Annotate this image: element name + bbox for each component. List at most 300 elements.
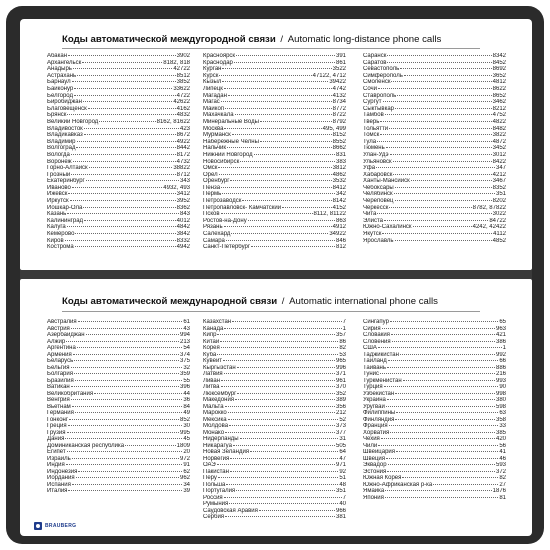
dialing-code: 3812	[332, 165, 346, 172]
dot-leader	[384, 220, 488, 221]
dialing-code: 846	[335, 237, 346, 244]
dialing-code: 8792	[332, 118, 346, 125]
dot-leader	[221, 347, 339, 348]
dot-leader	[229, 425, 335, 426]
location-name: Йошкар-Ола	[47, 204, 83, 211]
location-name: Пакистан	[203, 468, 229, 475]
dialing-code: 216	[495, 371, 506, 377]
location-name: Испания	[47, 481, 71, 488]
dialing-code: 963	[495, 325, 506, 332]
dialing-code: 4212	[492, 171, 506, 178]
location-name: Кемерово	[47, 231, 75, 238]
location-name: Самара	[203, 237, 225, 244]
dot-leader	[89, 167, 173, 168]
code-row	[203, 244, 346, 251]
dialing-code: 8622	[492, 85, 506, 92]
code-row	[363, 172, 506, 179]
dialing-code: 8772	[332, 105, 346, 112]
dialing-code: 3952	[176, 198, 190, 205]
dot-leader	[221, 380, 335, 381]
code-row	[203, 112, 346, 119]
dot-leader	[390, 432, 495, 433]
dot-leader	[394, 193, 495, 194]
code-row	[47, 244, 190, 251]
code-row	[363, 139, 506, 146]
location-name: Саранск	[363, 53, 387, 59]
dialing-code: 47122, 4712	[312, 72, 346, 79]
dot-leader	[237, 367, 335, 368]
dialing-code: 54	[183, 345, 190, 351]
location-name: Южно-Африканская р-ка	[363, 481, 433, 488]
dot-leader	[71, 367, 183, 368]
dialing-code: 38822	[173, 165, 190, 172]
dot-leader	[235, 399, 335, 400]
dialing-code: 8442	[176, 145, 190, 152]
code-row	[47, 126, 190, 133]
dialing-code: 86	[339, 338, 346, 345]
location-name: Калининград	[47, 217, 84, 224]
location-name: Таиланд	[363, 358, 387, 364]
location-name: Севастополь	[363, 66, 400, 73]
dot-leader	[380, 121, 491, 122]
location-name: Барнаул	[47, 79, 71, 86]
location-name: Минеральные Воды	[203, 118, 259, 125]
location-name: Сыктывкар	[363, 105, 395, 112]
dot-leader	[76, 147, 175, 148]
dot-leader	[219, 174, 332, 175]
location-name: Абакан	[47, 53, 68, 59]
code-row	[363, 79, 506, 86]
dialing-code: 971	[335, 462, 346, 468]
dot-leader	[66, 464, 183, 465]
location-name: Казань	[47, 211, 67, 218]
dialing-code: 389	[335, 397, 346, 403]
brand-logo-text: BRAUBERG	[45, 522, 77, 529]
dialing-code: 351	[495, 191, 506, 198]
dot-leader	[67, 226, 176, 227]
dot-leader	[217, 464, 335, 465]
dot-leader	[224, 497, 342, 498]
dialing-code: 342	[335, 191, 346, 198]
dialing-code: 33622	[173, 85, 190, 92]
location-name: Нижний Новгород	[203, 151, 253, 158]
location-name: Архангельск	[47, 59, 82, 66]
code-row	[203, 165, 346, 172]
location-name: Тамбов	[363, 112, 384, 119]
code-row	[363, 238, 506, 245]
location-name: Горно-Алтайск	[47, 165, 88, 172]
dot-leader	[235, 114, 332, 115]
dialing-code: 992	[495, 351, 506, 358]
dialing-code: 961	[335, 377, 346, 384]
code-row	[203, 119, 346, 126]
location-name: Никарагуа	[203, 442, 232, 449]
dot-leader	[74, 95, 176, 96]
dot-leader	[76, 477, 179, 478]
dot-leader	[82, 62, 162, 63]
code-row	[47, 205, 190, 212]
dialing-code: 91	[183, 462, 190, 468]
location-name: Казахстан	[203, 319, 232, 325]
international-column-3	[363, 319, 506, 501]
location-name: Грозный	[47, 171, 71, 178]
code-row	[47, 86, 190, 93]
dialing-code: 49	[183, 410, 190, 416]
code-row	[47, 73, 190, 80]
location-name: Нальчик	[203, 145, 226, 152]
dot-leader	[78, 471, 182, 472]
dot-leader	[84, 128, 179, 129]
code-row	[363, 495, 506, 502]
dialing-code: 8452	[492, 59, 506, 66]
code-row	[203, 99, 346, 106]
dot-leader	[397, 95, 491, 96]
location-name: Пенза	[203, 184, 221, 191]
code-row	[203, 218, 346, 225]
location-name: ОАЭ	[203, 462, 216, 468]
dialing-code: 62	[183, 468, 190, 475]
location-name: Мексика	[203, 416, 227, 423]
dot-leader	[83, 101, 172, 102]
dialing-code: 374	[179, 351, 190, 358]
location-name: Воронеж	[47, 158, 72, 165]
location-name: Томск	[363, 132, 380, 139]
location-name: Улан-Удэ	[363, 151, 389, 158]
dialing-code: 90	[499, 384, 506, 390]
dot-leader	[67, 213, 179, 214]
location-name: Чили	[363, 442, 378, 449]
dialing-code: 30	[183, 423, 190, 429]
location-name: Майкоп	[203, 105, 225, 112]
location-name: Саудовская Аравия	[203, 507, 258, 514]
dialing-code: 82	[339, 345, 346, 351]
location-name: Сочи	[363, 85, 378, 92]
dot-leader	[380, 373, 495, 374]
dot-leader	[72, 484, 183, 485]
dot-leader	[220, 341, 338, 342]
dialing-code: 420	[495, 436, 506, 442]
dot-leader	[232, 321, 342, 322]
dialing-code: 34	[183, 481, 190, 488]
dot-leader	[385, 114, 492, 115]
dot-leader	[72, 458, 179, 459]
dialing-code: 8212	[492, 105, 506, 112]
location-name: Симферополь	[363, 72, 403, 79]
dot-leader	[225, 108, 332, 109]
dot-leader	[230, 458, 338, 459]
dot-leader	[217, 334, 335, 335]
dot-leader	[77, 347, 183, 348]
dot-leader	[385, 490, 491, 491]
location-name: Петрозаводск	[203, 198, 242, 205]
international-column-2	[203, 319, 346, 521]
dot-leader	[72, 81, 176, 82]
location-name: Череповец	[363, 198, 394, 205]
dialing-code: 386	[495, 338, 506, 345]
dialing-code: 598	[495, 403, 506, 410]
code-row	[363, 126, 506, 133]
code-row	[47, 60, 190, 67]
dot-leader	[251, 246, 335, 247]
location-name: Дания	[47, 436, 65, 442]
dot-leader	[72, 187, 162, 188]
dot-leader	[94, 393, 182, 394]
location-name: Ямайка	[363, 488, 385, 494]
dialing-code: 63	[499, 410, 506, 416]
dot-leader	[86, 334, 179, 335]
dot-leader	[383, 101, 492, 102]
dot-leader	[400, 354, 495, 355]
location-name: Беларусь	[47, 358, 74, 364]
dot-leader	[391, 81, 491, 82]
dot-leader	[260, 121, 332, 122]
code-row	[47, 238, 190, 245]
location-name: Кыргызстан	[203, 364, 236, 371]
code-row	[47, 93, 190, 100]
code-row	[363, 60, 506, 67]
code-row	[203, 178, 346, 185]
dialing-code: 20	[183, 449, 190, 455]
dot-leader	[388, 360, 499, 361]
location-name: Пермь	[203, 191, 222, 198]
dot-leader	[395, 108, 492, 109]
dialing-code: 4862	[332, 171, 346, 178]
location-name: Молдова	[203, 423, 229, 429]
dialing-code: 347	[495, 165, 506, 172]
location-name: Чита	[363, 211, 377, 218]
dialing-code: 27	[499, 481, 506, 488]
dot-leader	[402, 477, 498, 478]
dialing-code: 423	[179, 125, 190, 132]
location-name: Элиста	[363, 217, 383, 224]
location-name: Чехия	[363, 436, 380, 442]
dialing-code: 972	[179, 455, 190, 462]
dot-leader	[218, 167, 331, 168]
dialing-code: 358	[495, 416, 506, 423]
location-name: Красноярск	[203, 53, 236, 59]
dialing-code: 8512	[176, 72, 190, 79]
location-name: Саратов	[363, 59, 387, 66]
dialing-code: 852	[179, 416, 190, 423]
code-row	[47, 139, 190, 146]
location-name: Курск	[203, 72, 219, 79]
dot-leader	[390, 321, 498, 322]
dialing-code: 421	[495, 332, 506, 338]
dot-leader	[385, 497, 498, 498]
dialing-code: 385	[495, 429, 506, 436]
location-name: Аргентина	[47, 345, 76, 351]
dot-leader	[403, 380, 495, 381]
location-name: Доминиканская республика	[47, 442, 125, 449]
location-name: Хабаровск	[363, 171, 393, 178]
location-name: Марокко	[203, 410, 227, 416]
location-name: Болгария	[47, 371, 73, 377]
dialing-code: 357	[335, 332, 346, 338]
location-name: Уругвай	[363, 403, 385, 410]
dialing-code: 4912	[332, 224, 346, 231]
location-name: Москва	[203, 125, 224, 132]
code-row	[47, 112, 190, 119]
dialing-code: 1876	[492, 488, 506, 494]
location-name: Краснодар	[203, 59, 233, 66]
dialing-code: 3467	[492, 178, 506, 185]
location-name: Тула	[363, 138, 377, 145]
code-row	[363, 99, 506, 106]
location-name: Индия	[47, 462, 65, 468]
dot-leader	[67, 451, 183, 452]
dialing-code: 396	[179, 384, 190, 390]
dialing-code: 373	[335, 423, 346, 429]
dot-leader	[230, 180, 331, 181]
location-name: Швейцария	[363, 449, 396, 455]
dot-leader	[389, 128, 492, 129]
code-row	[47, 191, 190, 198]
dialing-code: 8782, 87822	[472, 204, 506, 211]
location-name: Магас	[203, 99, 220, 106]
domestic-title-rule	[62, 48, 480, 49]
dialing-code: 4842	[176, 224, 190, 231]
location-name: Узбекистан	[363, 390, 395, 397]
dialing-code: 84722	[489, 217, 506, 224]
code-row	[363, 53, 506, 60]
dialing-code: 1	[502, 345, 506, 351]
location-name: Черкесск	[363, 204, 389, 211]
dialing-code: 380	[495, 397, 506, 403]
dialing-code: 3842	[176, 231, 190, 238]
dialing-code: 8352	[492, 184, 506, 191]
code-row	[203, 126, 346, 133]
dialing-code: 8172	[176, 151, 190, 158]
dialing-code: 8112, 81122	[313, 211, 346, 218]
code-row	[203, 139, 346, 146]
code-row	[363, 66, 506, 73]
location-name: Египет	[47, 449, 66, 455]
dialing-code: 4922	[176, 138, 190, 145]
code-row	[47, 178, 190, 185]
code-row	[203, 152, 346, 159]
dot-leader	[395, 393, 495, 394]
dialing-code: 43	[183, 325, 190, 332]
dot-leader	[225, 406, 335, 407]
code-row	[203, 172, 346, 179]
location-name: Бразилия	[47, 377, 74, 384]
dot-leader	[224, 226, 332, 227]
dialing-code: 7	[342, 494, 346, 501]
code-row	[363, 205, 506, 212]
dialing-code: 8162, 81622	[156, 118, 190, 125]
dot-leader	[224, 88, 332, 89]
location-name: Италия	[47, 488, 68, 494]
location-name: США	[363, 345, 377, 351]
dot-leader	[433, 484, 498, 485]
location-name: Румыния	[203, 501, 229, 507]
dialing-code: 3532	[332, 178, 346, 185]
code-row	[203, 238, 346, 245]
code-row	[47, 159, 190, 166]
dialing-code: 8692	[492, 66, 506, 73]
dot-leader	[74, 373, 179, 374]
dot-leader	[377, 141, 492, 142]
dialing-code: 32	[183, 364, 190, 371]
dialing-code: 371	[335, 371, 346, 377]
code-row	[203, 191, 346, 198]
dot-leader	[378, 445, 498, 446]
location-name: Мурманск	[203, 132, 231, 139]
dot-leader	[71, 399, 183, 400]
dot-leader	[221, 187, 332, 188]
dot-leader	[413, 226, 472, 227]
location-name: Люксембург	[203, 390, 237, 397]
dialing-code: 993	[495, 377, 506, 384]
dialing-code: 8342	[492, 53, 506, 59]
dot-leader	[234, 62, 335, 63]
domestic-column-3	[363, 53, 506, 244]
code-row	[363, 185, 506, 192]
code-row	[47, 224, 190, 231]
dot-leader	[84, 134, 176, 135]
location-name: Финляндия	[363, 416, 395, 423]
location-name: Вьетнам	[47, 403, 71, 410]
dialing-code: 4162	[176, 105, 190, 112]
code-row	[203, 106, 346, 113]
dot-leader	[411, 180, 492, 181]
dot-leader	[393, 161, 492, 162]
dot-leader	[226, 484, 338, 485]
dot-leader	[260, 141, 332, 142]
location-name: Корея	[203, 345, 220, 351]
code-row	[363, 93, 506, 100]
domestic-title-ru: Коды автоматической междугородной связи	[62, 34, 276, 45]
dot-leader	[404, 75, 492, 76]
location-name: Магадан	[203, 92, 227, 99]
location-name: Ставрополь	[363, 92, 397, 99]
dot-leader	[83, 207, 175, 208]
location-name: Южно-Сахалинск	[363, 224, 412, 231]
dot-leader	[396, 451, 498, 452]
dot-leader	[73, 354, 179, 355]
dot-leader	[377, 213, 491, 214]
dialing-code: 375	[179, 358, 190, 364]
dialing-code: 843	[179, 211, 190, 218]
dialing-code: 92	[339, 468, 346, 475]
dot-leader	[381, 438, 495, 439]
dialing-code: 4742	[332, 85, 346, 92]
dot-leader	[382, 233, 492, 234]
location-name: Грузия	[47, 429, 66, 436]
dot-leader	[217, 354, 338, 355]
domestic-codes-page	[20, 19, 532, 270]
location-name: Сербия	[203, 514, 225, 520]
dialing-code: 3452	[492, 145, 506, 152]
dialing-code: 812	[335, 244, 346, 251]
code-row	[363, 191, 506, 198]
dialing-code: 84	[183, 403, 190, 410]
dot-leader	[75, 233, 175, 234]
dot-leader	[240, 438, 339, 439]
dialing-code: 82	[499, 475, 506, 481]
dot-leader	[378, 88, 492, 89]
code-row	[47, 165, 190, 172]
location-name: Орел	[203, 171, 218, 178]
dialing-code: 3822	[492, 132, 506, 139]
location-name: Израиль	[47, 455, 71, 462]
dot-leader	[221, 213, 313, 214]
brand-logo-icon	[34, 522, 42, 530]
location-name: Санкт-Петербург	[203, 244, 251, 251]
dot-leader	[70, 200, 176, 201]
code-row	[203, 185, 346, 192]
dot-leader	[282, 207, 332, 208]
